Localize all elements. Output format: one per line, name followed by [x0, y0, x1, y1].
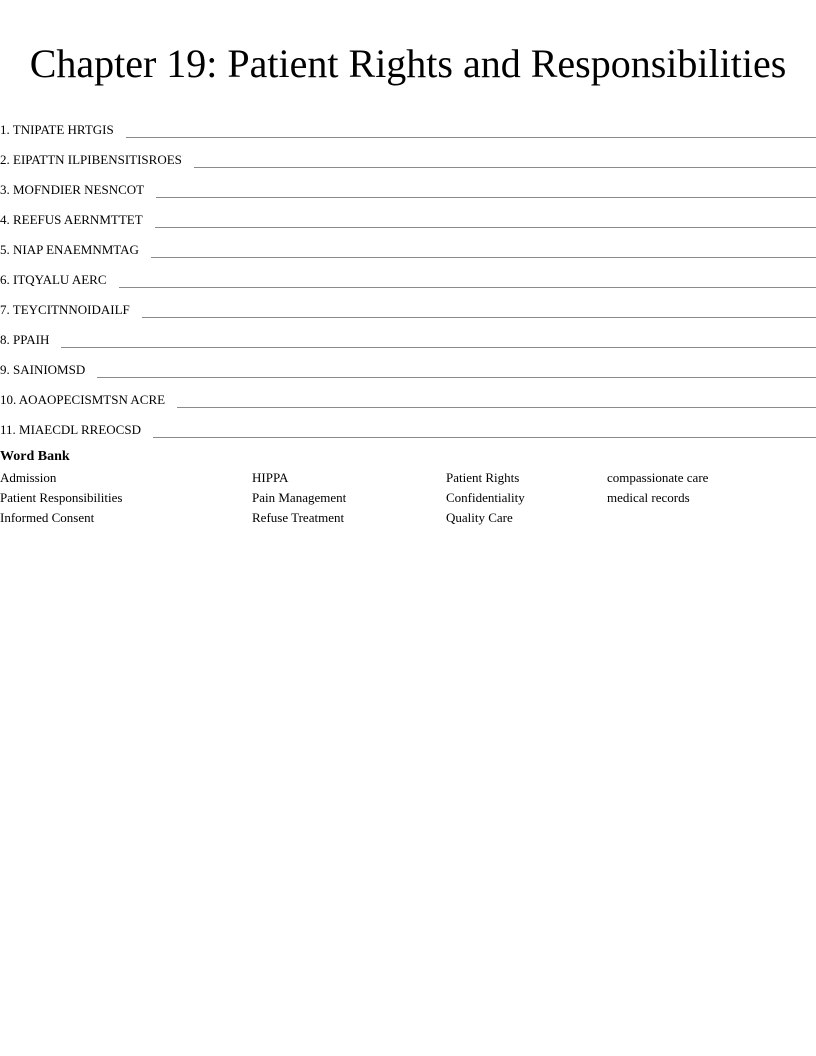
word-bank-item: medical records — [607, 490, 690, 505]
word-bank-column — [607, 468, 708, 508]
word-bank-item: Refuse Treatment — [252, 510, 345, 525]
question-row — [0, 140, 816, 170]
question-row — [0, 170, 816, 200]
answer-line[interactable] — [151, 256, 816, 258]
question-label: 7. TEYCITNNOIDAILF — [0, 302, 130, 317]
word-bank-column — [252, 468, 346, 528]
question-label: 9. SAINIOMSD — [0, 362, 86, 377]
answer-line[interactable] — [126, 136, 816, 138]
question-label: 4. REEFUS AERNMTTET — [0, 212, 143, 227]
answer-line[interactable] — [155, 226, 816, 228]
question-row — [0, 380, 816, 410]
answer-line[interactable] — [177, 406, 816, 408]
word-bank-item: Admission — [0, 470, 57, 485]
word-bank-grid — [0, 468, 816, 528]
answer-line[interactable] — [156, 196, 816, 198]
question-label: 6. ITQYALU AERC — [0, 272, 107, 287]
word-bank-item: Patient Responsibilities — [0, 490, 123, 505]
word-bank-heading: Word Bank — [0, 449, 70, 464]
question-label: 5. NIAP ENAEMNMTAG — [0, 242, 139, 257]
word-bank-item: Confidentiality — [446, 490, 525, 505]
question-list — [0, 110, 816, 440]
answer-line[interactable] — [153, 436, 816, 438]
answer-line[interactable] — [142, 316, 816, 318]
question-row — [0, 110, 816, 140]
page-title: Chapter 19: Patient Rights and Responsibilities — [29, 41, 787, 86]
question-label: 3. MOFNDIER NESNCOT — [0, 182, 145, 197]
question-row — [0, 230, 816, 260]
answer-line[interactable] — [194, 166, 816, 168]
word-bank-column — [0, 468, 122, 528]
word-bank-item: Informed Consent — [0, 510, 95, 525]
word-bank-item: HIPPA — [252, 470, 289, 485]
answer-line[interactable] — [97, 376, 816, 378]
word-bank-item: Quality Care — [446, 510, 513, 525]
word-bank — [0, 448, 816, 528]
question-label: 1. TNIPATE HRTGIS — [0, 122, 114, 137]
answer-line[interactable] — [119, 286, 816, 288]
question-label: 10. AOAOPECISMTSN ACRE — [0, 392, 166, 407]
question-label: 11. MIAECDL RREOCSD — [0, 422, 141, 437]
word-bank-item: Patient Rights — [446, 470, 520, 485]
question-row — [0, 260, 816, 290]
word-bank-item: Pain Management — [252, 490, 347, 505]
question-row — [0, 320, 816, 350]
question-label: 2. EIPATTN ILPIBENSITISROES — [0, 152, 182, 167]
question-row — [0, 290, 816, 320]
question-label: 8. PPAIH — [0, 332, 50, 347]
word-bank-column — [446, 468, 525, 528]
word-bank-item: compassionate care — [607, 470, 709, 485]
question-row — [0, 350, 816, 380]
answer-line[interactable] — [61, 346, 816, 348]
question-row — [0, 410, 816, 440]
question-row — [0, 200, 816, 230]
